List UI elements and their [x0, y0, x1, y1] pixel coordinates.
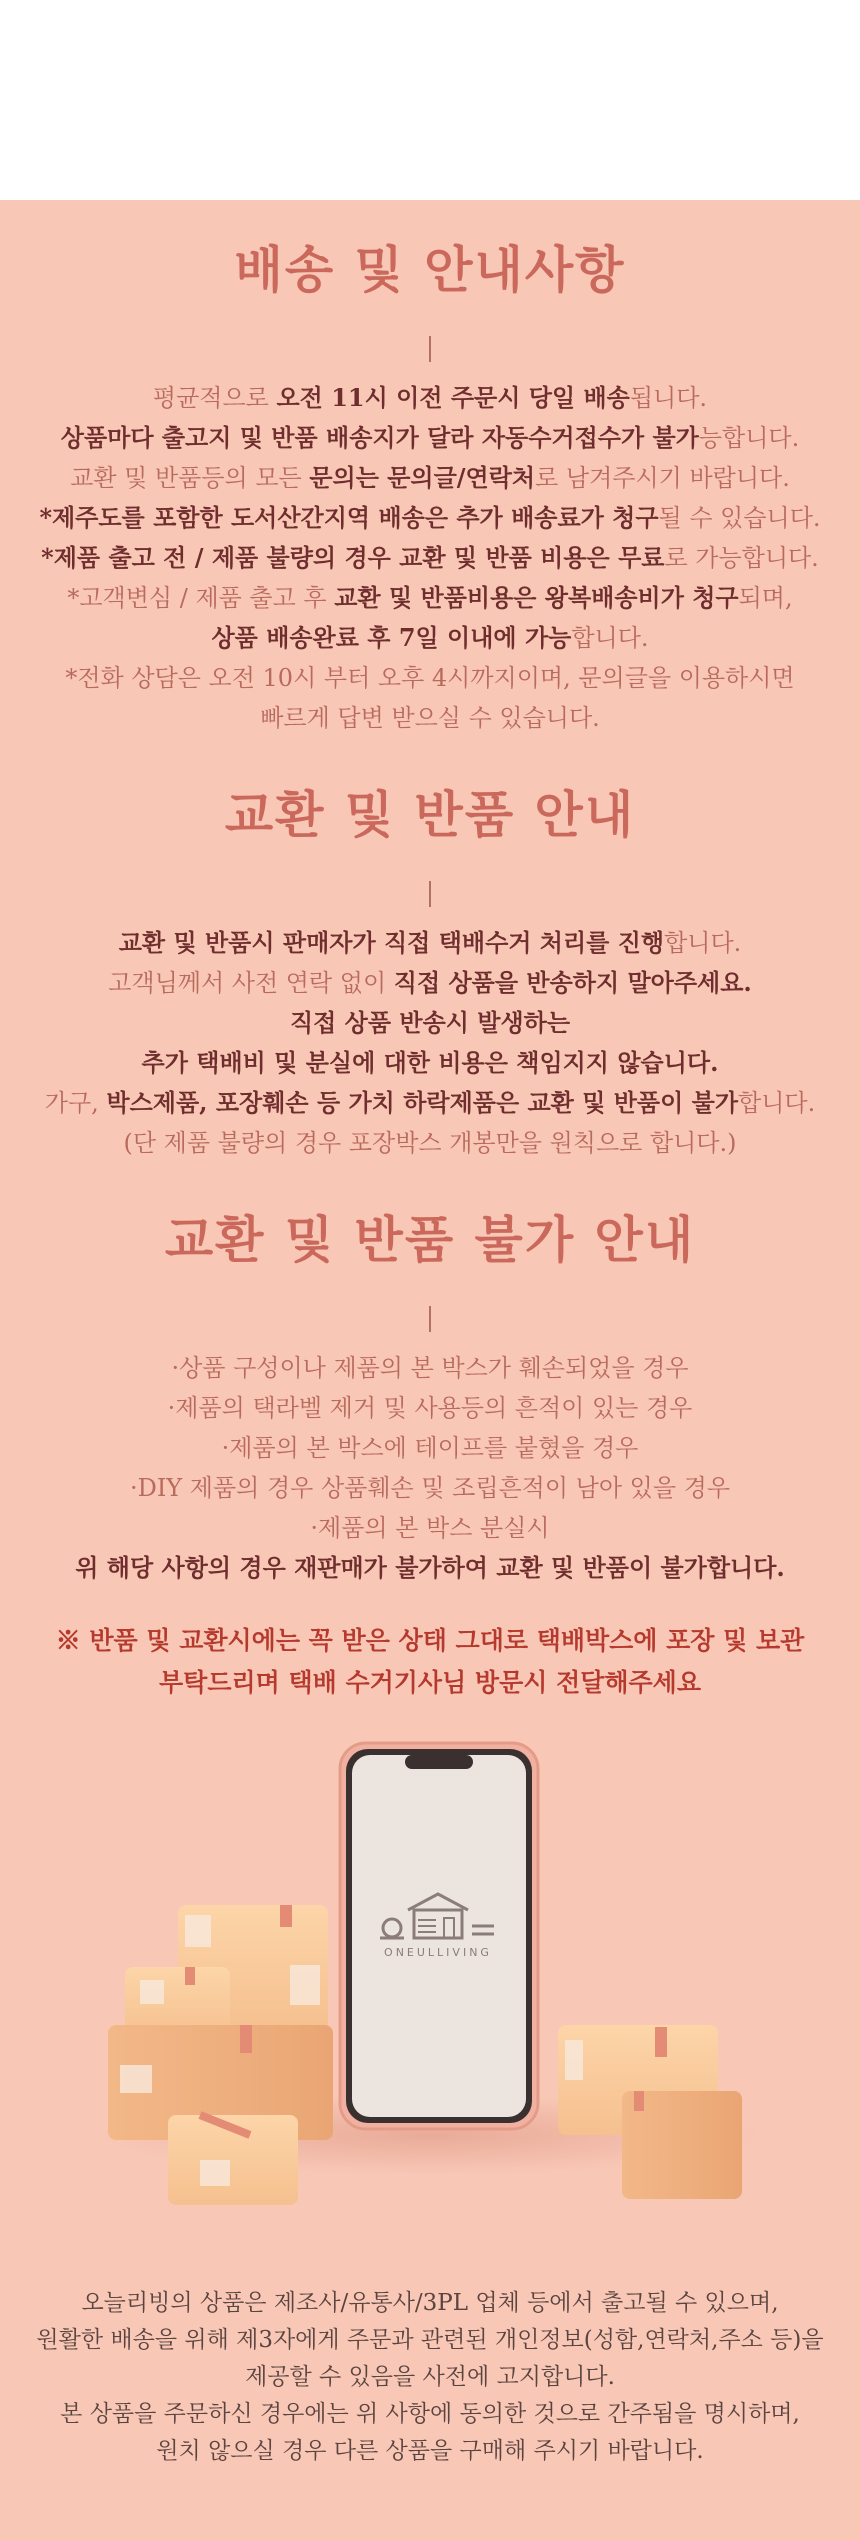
- info-line: [0, 1468, 860, 1508]
- info-line: [0, 378, 860, 418]
- info-line: [0, 538, 860, 578]
- delivery-illustration: [0, 1735, 860, 2235]
- footer-line: 오늘리빙의 상품은 제조사/유통사/3PL 업체 등에서 출고될 수 있으며,: [81, 2290, 779, 2316]
- emphasis-text: *제주도를 포함한 도서산간지역 배송은 추가 배송료가 청구: [39, 503, 659, 532]
- plain-text: 능합니다.: [698, 424, 800, 452]
- box-front-small: [168, 2115, 298, 2205]
- exchange-section: [0, 775, 860, 1163]
- plain-text: 로 남겨주시기 바랍니다.: [535, 464, 790, 492]
- noreturn-section: [0, 1200, 860, 1588]
- emphasis-text: 오전 11시 이전 주문시 당일 배송: [276, 383, 630, 412]
- brand-name: ONEULLIVING: [384, 1946, 492, 1959]
- noreturn-lines: [0, 1348, 860, 1588]
- plain-text: 가구,: [44, 1089, 107, 1117]
- plain-text: ·DIY 제품의 경우 상품훼손 및 조립흔적이 남아 있을 경우: [129, 1474, 731, 1502]
- plain-text: ·제품의 본 박스에 테이프를 붙혔을 경우: [221, 1434, 639, 1462]
- plain-text: 교환 및 반품등의 모든: [70, 464, 310, 492]
- footer-line: 본 상품을 주문하신 경우에는 위 사항에 동의한 것으로 간주됨을 명시하며,: [60, 2401, 800, 2427]
- return-notice: [0, 1620, 860, 1704]
- emphasis-text: 위 해당 사항의 경우 재판매가 불가하여 교환 및 반품이 불가합니다.: [75, 1553, 785, 1582]
- plain-text: 합니다.: [664, 929, 742, 957]
- emphasis-text: 직접 상품을 반송하지 말아주세요.: [393, 968, 752, 997]
- plain-text: ·제품의 택라벨 제거 및 사용등의 흔적이 있는 경우: [167, 1394, 693, 1422]
- footer-line: 원치 않으실 경우 다른 상품을 구매해 주시기 바랍니다.: [156, 2438, 704, 2464]
- info-line: [0, 1083, 860, 1123]
- emphasis-text: 교환 및 반품비용은 왕복배송비가 청구: [334, 583, 739, 612]
- info-line: [0, 458, 860, 498]
- shipping-title: 배송 및 안내사항: [234, 241, 626, 299]
- info-line: [0, 1003, 860, 1043]
- plain-text: 되며,: [738, 584, 793, 612]
- emphasis-text: 상품마다 출고지 및 반품 배송지가 달라 자동수거접수가 불가: [60, 423, 699, 452]
- info-line: [0, 578, 860, 618]
- box-right-front: [622, 2091, 742, 2199]
- plain-text: 로 가능합니다.: [664, 544, 819, 572]
- plain-text: ·제품의 본 박스 분실시: [310, 1514, 550, 1542]
- footer-line: 원활한 배송을 위해 제3자에게 주문과 관련된 개인정보(성함,연락처,주소 등)을: [36, 2327, 824, 2353]
- shipping-section: [0, 230, 860, 738]
- exchange-lines: [0, 923, 860, 1163]
- info-line: [0, 698, 860, 738]
- info-line: [0, 418, 860, 458]
- emphasis-text: 직접 상품 반송시 발생하는: [289, 1008, 571, 1037]
- plain-text: *전화 상담은 오전 10시 부터 오후 4시까지이며, 문의글을 이용하시면: [65, 664, 795, 692]
- footer-line: 제공할 수 있음을 사전에 고지합니다.: [245, 2364, 615, 2390]
- info-line: [0, 923, 860, 963]
- emphasis-text: 상품 배송완료 후 7일 이내에 가능: [211, 623, 572, 652]
- plain-text: ·상품 구성이나 제품의 본 박스가 훼손되었을 경우: [171, 1354, 689, 1382]
- info-line: [0, 1428, 860, 1468]
- emphasis-text: 교환 및 반품시 판매자가 직접 택배수거 처리를 진행: [118, 928, 665, 957]
- plain-text: *고객변심 / 제품 출고 후: [67, 584, 335, 612]
- notice-line: ※ 반품 및 교환시에는 꼭 받은 상태 그대로 택배박스에 포장 및 보관: [55, 1626, 805, 1655]
- plain-text: 합니다.: [738, 1089, 816, 1117]
- section-divider: [429, 1306, 431, 1332]
- phone-notch: [405, 1755, 473, 1769]
- emphasis-text: *제품 출고 전 / 제품 불량의 경우 교환 및 반품 비용은 무료: [41, 543, 665, 572]
- notice-line: 부탁드리며 택배 수거기사님 방문시 전달해주세요: [159, 1668, 701, 1697]
- section-divider: [429, 336, 431, 362]
- info-line: [0, 1388, 860, 1428]
- plain-text: 될 수 있습니다.: [658, 504, 821, 532]
- info-line: [0, 1508, 860, 1548]
- noreturn-title: 교환 및 반품 불가 안내: [164, 1211, 696, 1269]
- plain-text: 고객님께서 사전 연락 없이: [108, 969, 394, 997]
- plain-text: 평균적으로: [152, 384, 277, 412]
- plain-text: 합니다.: [571, 624, 649, 652]
- emphasis-text: 문의는 문의글/연락처: [309, 463, 536, 492]
- exchange-title: 교환 및 반품 안내: [224, 786, 636, 844]
- top-whitespace: [0, 0, 860, 200]
- plain-text: 빠르게 답변 받으실 수 있습니다.: [260, 704, 600, 732]
- phone: [340, 1743, 538, 2129]
- info-line: [0, 1123, 860, 1163]
- info-line: [0, 1548, 860, 1588]
- info-line: [0, 498, 860, 538]
- phone-screen: [352, 1755, 526, 2117]
- section-divider: [429, 881, 431, 907]
- info-line: [0, 618, 860, 658]
- emphasis-text: 추가 택배비 및 분실에 대한 비용은 책임지지 않습니다.: [141, 1048, 719, 1077]
- plain-text: (단 제품 불량의 경우 포장박스 개봉만을 원칙으로 합니다.): [123, 1129, 737, 1157]
- info-line: [0, 1043, 860, 1083]
- info-line: [0, 963, 860, 1003]
- info-line: [0, 658, 860, 698]
- footer-disclaimer: [0, 2285, 860, 2470]
- plain-text: 됩니다.: [629, 384, 708, 412]
- info-line: [0, 1348, 860, 1388]
- emphasis-text: 박스제품, 포장훼손 등 가치 하락제품은 교환 및 반품이 불가: [106, 1088, 739, 1117]
- shipping-lines: [0, 378, 860, 738]
